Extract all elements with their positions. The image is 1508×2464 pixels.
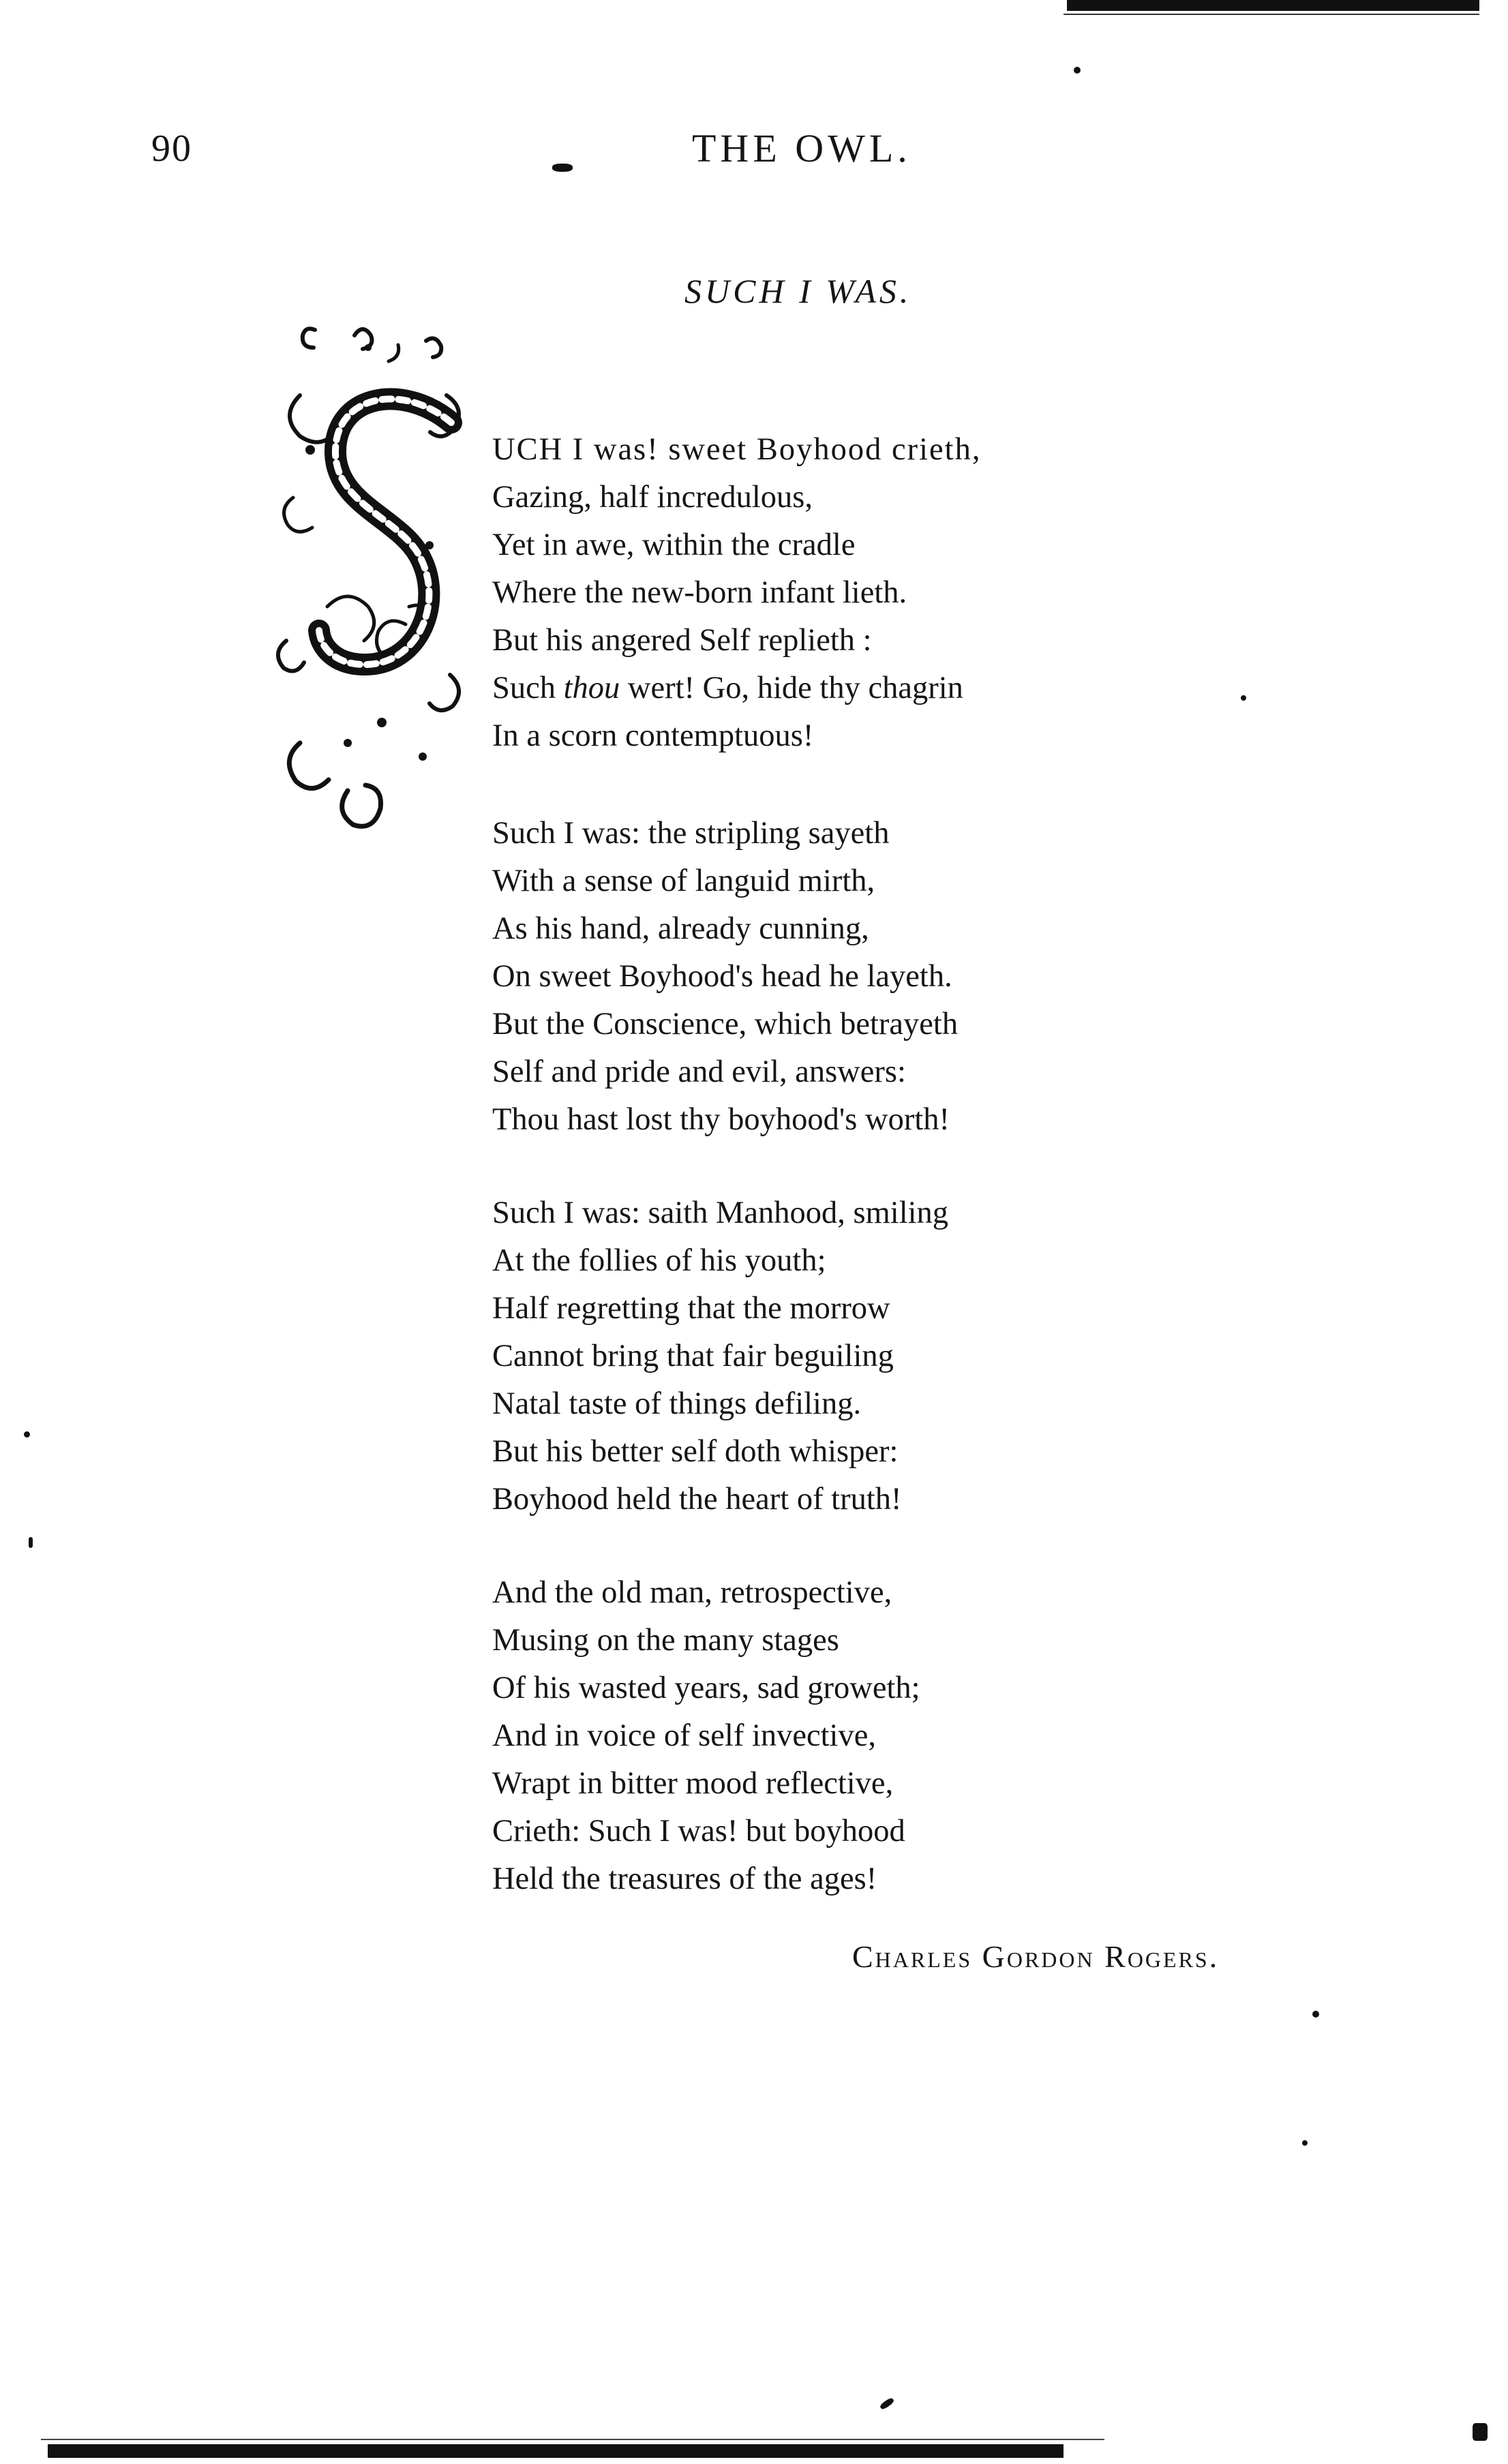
poem-line: Musing on the many stages	[492, 1623, 839, 1658]
top-border-rule	[1067, 0, 1479, 11]
poem-line	[492, 426, 981, 474]
poem-line: Thou hast lost thy boyhood's worth!	[492, 1102, 950, 1137]
poem-line: At the follies of his youth;	[492, 1243, 826, 1278]
stanza-2	[492, 810, 958, 1144]
poem-line: Wrapt in bitter mood reflective,	[492, 1766, 894, 1801]
author-signature: Charles Gordon Rogers.	[852, 1939, 1220, 1974]
print-speck	[29, 1537, 33, 1548]
line-1-text: UCH I was! sweet Boyhood crieth,	[492, 432, 982, 467]
poem-line: In a scorn contemptuous!	[492, 718, 814, 753]
page-number: 90	[151, 127, 192, 170]
print-speck	[1302, 2140, 1308, 2146]
poem-line: Of his wasted years, sad groweth;	[492, 1671, 920, 1705]
poem-line: But his better self doth whisper:	[492, 1434, 899, 1469]
stanza-4	[492, 1569, 920, 1903]
poem-line	[492, 665, 981, 712]
bottom-border-thin-rule	[41, 2439, 1104, 2440]
stanza-3	[492, 1189, 948, 1523]
top-border-thin-rule	[1064, 14, 1479, 15]
print-speck	[24, 1431, 30, 1438]
poem-line: And in voice of self invective,	[492, 1718, 876, 1753]
poem-line: As his hand, already cunning,	[492, 911, 869, 946]
poem-line: Such I was: the stripling sayeth	[492, 816, 890, 851]
poem-line: Self and pride and evil, answers:	[492, 1054, 906, 1089]
print-speck	[879, 2397, 894, 2411]
poem-line: But his angered Self replieth :	[492, 623, 872, 658]
poem-title: SUCH I WAS.	[684, 272, 912, 310]
poem-line: Boyhood held the heart of truth!	[492, 1482, 902, 1517]
poem-line: And the old man, retrospective,	[492, 1575, 892, 1610]
poem-line: Where the new-born infant lieth.	[492, 575, 907, 610]
poem-line: Natal taste of things defiling.	[492, 1386, 862, 1421]
poem-line: Such I was: saith Manhood, smiling	[492, 1196, 949, 1230]
print-speck	[1241, 695, 1246, 701]
running-title: THE OWL.	[692, 126, 911, 170]
line-6-end: wert! Go, hide thy chagrin	[620, 671, 963, 705]
stanza-1	[492, 426, 981, 760]
poem-line: But the Conscience, which betrayeth	[492, 1007, 959, 1041]
print-speck	[1074, 67, 1081, 74]
poem-line: Crieth: Such I was! but boyhood	[492, 1814, 905, 1849]
poem-line: On sweet Boyhood's head he layeth.	[492, 959, 952, 994]
poem-line: Held the treasures of the ages!	[492, 1861, 877, 1896]
bottom-border-rule	[48, 2444, 1064, 2458]
italic-word: thou	[563, 671, 620, 705]
poem-line: With a sense of languid mirth,	[492, 864, 875, 898]
print-speck	[1312, 2011, 1319, 2018]
poem-line: Cannot bring that fair beguiling	[492, 1339, 894, 1373]
ornamental-initial-icon	[273, 320, 491, 832]
print-speck	[552, 164, 573, 172]
poem-line: Gazing, half incredulous,	[492, 480, 813, 515]
poem-line: Half regretting that the morrow	[492, 1291, 890, 1326]
line-6-start: Such	[492, 671, 564, 705]
print-speck	[1473, 2423, 1488, 2441]
poem-line: Yet in awe, within the cradle	[492, 528, 856, 562]
